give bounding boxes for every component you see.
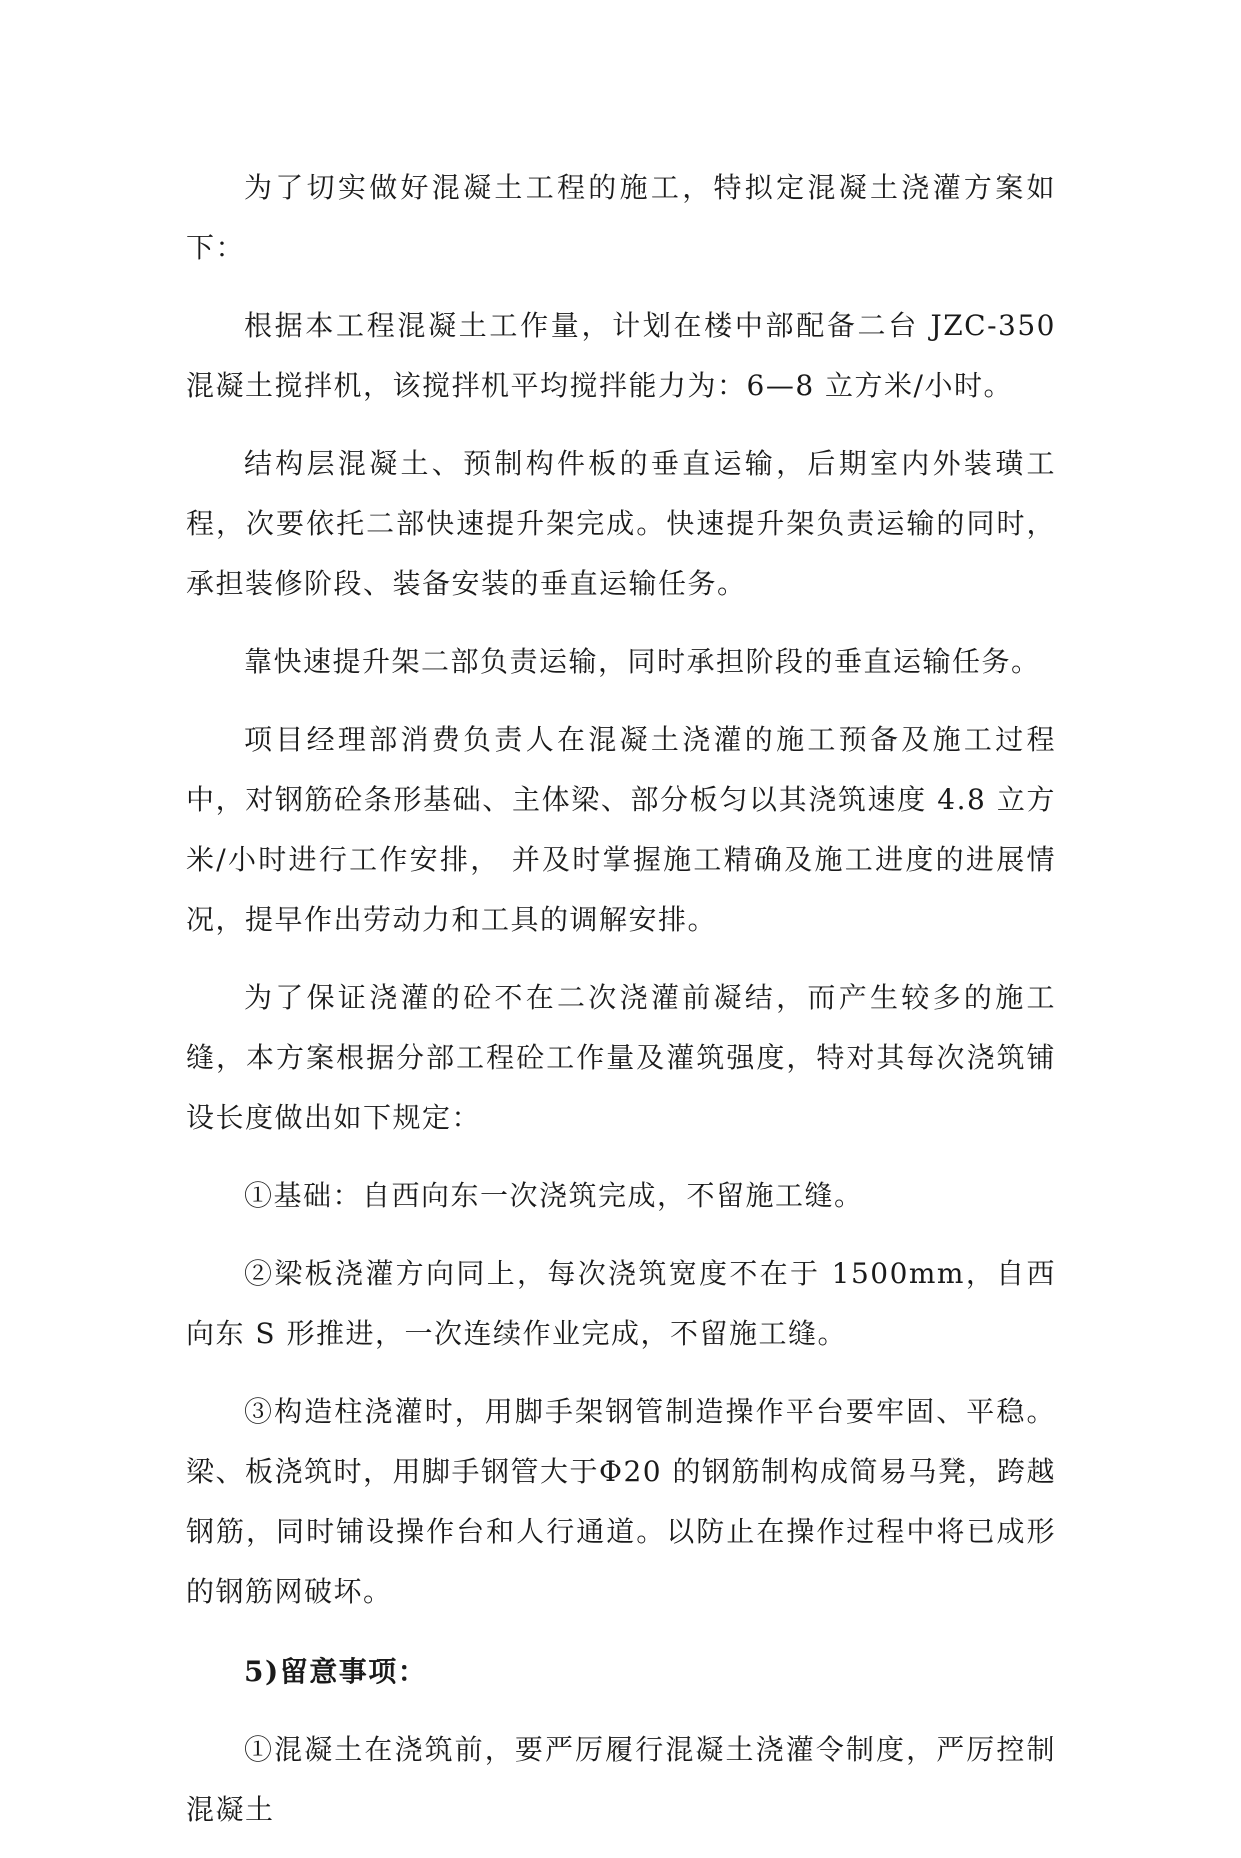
paragraph-item-beam-slab: ②梁板浇灌方向同上，每次浇筑宽度不在于 1500mm，自西向东 S 形推进，一次连续作业完成，不留施工缝。	[186, 1257, 1056, 1350]
paragraph-notice-1: ①混凝土在浇筑前，要严厉履行混凝土浇灌令制度，严厉控制混凝土	[186, 1733, 1056, 1826]
paragraph-project-management: 项目经理部消费负责人在混凝土浇灌的施工预备及施工过程中，对钢筋砼条形基础、主体梁、部分板匀以其浇筑速度 4.8 立方米/小时进行工作安排， 并及时掌握施工精确及施工进度的进展情况，提早作出劳动力和工具的调解安排。	[186, 723, 1056, 936]
paragraph-item-columns: ③构造柱浇灌时，用脚手架钢管制造操作平台要牢固、平稳。梁、板浇筑时，用脚手钢管大于Φ20 的钢筋制构成简易马凳，跨越钢筋，同时铺设操作台和人行通道。以防止在操作过程中将已成形的钢筋网破坏。	[186, 1395, 1056, 1608]
section-heading: 5)留意事项：	[244, 1655, 428, 1688]
paragraph-vertical-transport: 结构层混凝土、预制构件板的垂直运输，后期室内外装璜工程，次要依托二部快速提升架完成。快速提升架负责运输的同时，承担装修阶段、装备安装的垂直运输任务。	[186, 447, 1056, 600]
paragraph-intro: 为了切实做好混凝土工程的施工，特拟定混凝土浇灌方案如下：	[186, 171, 1056, 264]
paragraph-lift-frame: 靠快速提升架二部负责运输，同时承担阶段的垂直运输任务。	[244, 645, 1041, 678]
document-body	[186, 158, 1056, 1858]
paragraph-pouring-rules: 为了保证浇灌的砼不在二次浇灌前凝结，而产生较多的施工缝，本方案根据分部工程砼工作量及灌筑强度，特对其每次浇筑铺设长度做出如下规定：	[186, 981, 1056, 1134]
paragraph-mixer-plan: 根据本工程混凝土工作量，计划在楼中部配备二台 JZC-350 混凝土搅拌机，该搅拌机平均搅拌能力为：6—8 立方米/小时。	[186, 309, 1056, 402]
paragraph-item-foundation: ①基础：自西向东一次浇筑完成，不留施工缝。	[244, 1179, 864, 1212]
